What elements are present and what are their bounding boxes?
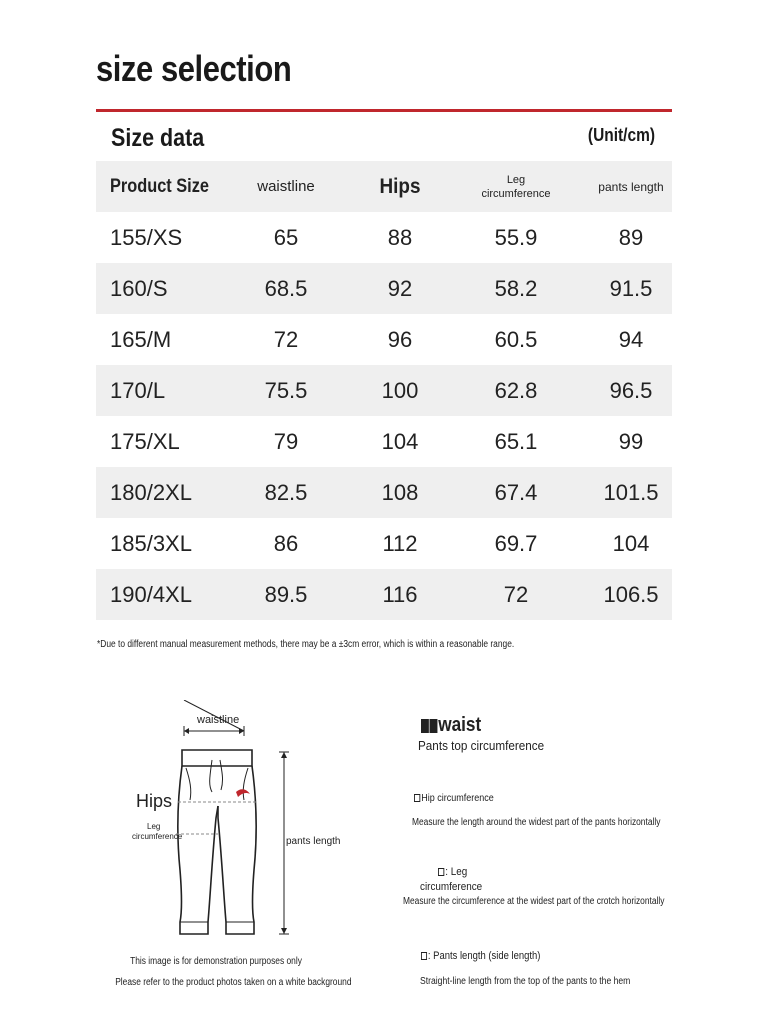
legend-leg-desc: Measure the circumference at the widest part of the crotch horizontally	[403, 896, 665, 907]
header-product-size: Product Size	[110, 175, 209, 197]
legend-waist-title: waist	[421, 714, 481, 737]
cell-length: 104	[612, 530, 650, 556]
cell-length: 94	[618, 326, 644, 352]
cell-size: 190/4XL	[110, 581, 192, 607]
diagram-waist-label: waistline	[197, 714, 240, 726]
table-row	[96, 518, 672, 569]
cell-size: 165/M	[110, 326, 172, 352]
cell-leg: 58.2	[494, 275, 538, 301]
cell-leg: 60.5	[494, 326, 538, 352]
table-row	[96, 569, 672, 620]
cell-leg: 55.9	[494, 224, 538, 250]
disclaimer-line2: Please refer to the product photos taken on a white background	[115, 977, 352, 988]
cell-length: 91.5	[609, 275, 653, 301]
cell-size: 175/XL	[110, 428, 180, 454]
cell-waistline: 79	[273, 428, 299, 454]
header-pants-length: pants length	[598, 179, 664, 194]
table-body	[96, 212, 672, 620]
cell-size: 185/3XL	[110, 530, 192, 556]
header-hips: Hips	[379, 174, 421, 198]
measurement-footnote: *Due to different manual measurement methods, there may be a ±3cm error, which is within a reasonable range.	[97, 639, 515, 650]
cell-waistline: 68.5	[264, 275, 308, 301]
cell-length: 101.5	[603, 479, 659, 505]
diagram-length-label: pants length	[286, 836, 341, 847]
cell-length: 89	[618, 224, 644, 250]
header-leg-line1: Leg	[506, 173, 526, 186]
cell-leg: 65.1	[494, 428, 538, 454]
cell-waistline: 89.5	[264, 581, 308, 607]
cell-waistline: 65	[273, 224, 299, 250]
cell-size: 170/L	[110, 377, 166, 403]
disclaimer-line1: This image is for demonstration purposes only	[130, 956, 302, 967]
cell-length: 106.5	[603, 581, 659, 607]
header-leg-line2: circumference	[481, 187, 551, 200]
cell-leg: 62.8	[494, 377, 538, 403]
header-waistline: waistline	[257, 178, 315, 195]
unit-label: (Unit/cm)	[587, 125, 655, 145]
cell-hips: 96	[387, 326, 413, 352]
diagram-leg-label-line1: Leg	[147, 822, 161, 831]
size-table	[96, 161, 672, 620]
legend-length-desc: Straight-line length from the top of the pants to the hem	[420, 976, 631, 987]
table-row	[96, 416, 672, 467]
cell-hips: 112	[382, 530, 418, 556]
pants-diagram	[120, 700, 360, 950]
cell-length: 96.5	[609, 377, 653, 403]
diagram-hips-label: Hips	[136, 791, 173, 811]
missing-glyph-icon	[421, 719, 429, 733]
header-leg-circumference	[458, 161, 574, 212]
missing-glyph-icon	[438, 868, 444, 876]
cell-hips: 104	[381, 428, 419, 454]
page-title: size selection	[96, 48, 292, 89]
table-row	[96, 212, 672, 263]
measurement-legend	[400, 700, 700, 1000]
cell-waistline: 72	[273, 326, 299, 352]
cell-length: 99	[618, 428, 644, 454]
table-caption: Size data	[111, 124, 205, 152]
cell-leg: 72	[503, 581, 529, 607]
legend-length-title: : Pants length (side length)	[421, 950, 540, 962]
cell-waistline: 86	[273, 530, 299, 556]
cell-hips: 108	[381, 479, 419, 505]
table-row	[96, 263, 672, 314]
legend-leg-title: : Leg	[438, 866, 467, 878]
legend-waist-desc: Pants top circumference	[418, 738, 545, 753]
cell-hips: 100	[381, 377, 419, 403]
missing-glyph-icon	[430, 719, 438, 733]
table-header-row	[96, 161, 672, 212]
legend-leg-title-line2: circumference	[420, 881, 483, 893]
legend-hip-title: Hip circumference	[414, 793, 494, 804]
cell-size: 160/S	[110, 275, 168, 301]
cell-size: 180/2XL	[110, 479, 192, 505]
diagram-leg-label-line2: circumference	[132, 832, 183, 841]
table-row	[96, 365, 672, 416]
cell-leg: 67.4	[494, 479, 538, 505]
cell-hips: 88	[387, 224, 413, 250]
cell-waistline: 75.5	[264, 377, 308, 403]
cell-waistline: 82.5	[264, 479, 308, 505]
cell-size: 155/XS	[110, 224, 183, 250]
cell-leg: 69.7	[494, 530, 538, 556]
title-divider	[96, 109, 672, 112]
missing-glyph-icon	[421, 952, 427, 960]
missing-glyph-icon	[414, 794, 420, 802]
cell-hips: 92	[387, 275, 413, 301]
cell-hips: 116	[382, 581, 418, 607]
legend-hip-desc: Measure the length around the widest part of the pants horizontally	[412, 817, 661, 828]
table-row	[96, 314, 672, 365]
table-row	[96, 467, 672, 518]
